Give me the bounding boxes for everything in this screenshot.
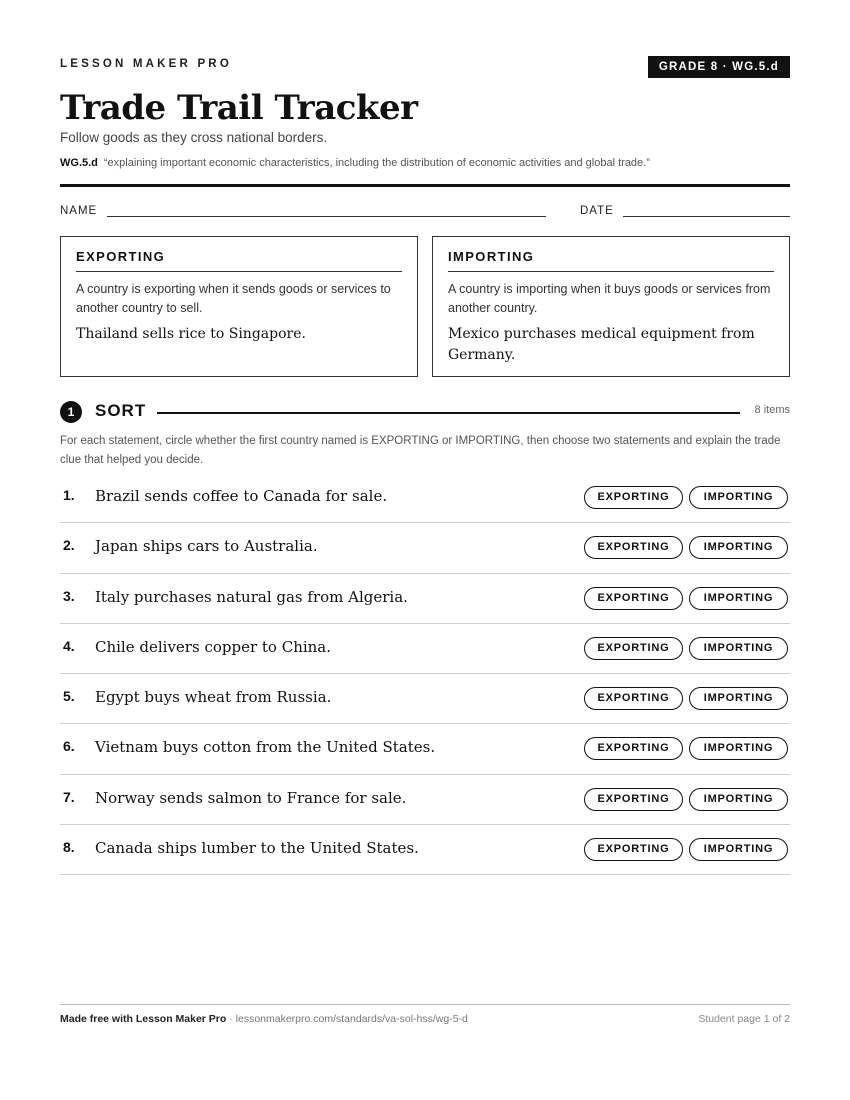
importing-option[interactable]: IMPORTING	[689, 637, 788, 660]
list-item	[60, 624, 790, 674]
list-item	[60, 473, 790, 523]
standard-code: WG.5.d	[60, 157, 98, 169]
importing-option[interactable]: IMPORTING	[689, 788, 788, 811]
exporting-option[interactable]: EXPORTING	[584, 587, 683, 610]
name-date-row	[60, 205, 790, 219]
brand-name: LESSON MAKER PRO	[60, 58, 232, 70]
item-number: 8.	[63, 839, 75, 856]
definition-text: A country is exporting when it sends goods or services to another country to sell.	[76, 282, 391, 315]
item-number: 4.	[63, 637, 75, 654]
importing-option[interactable]: IMPORTING	[689, 536, 788, 559]
item-number: 6.	[63, 738, 75, 755]
section-instructions: For each statement, circle whether the first country named is EXPORTING or IMPORTING, then choose two statements and explain the trade clue that helped you decide.	[60, 435, 781, 466]
date-field[interactable]	[623, 216, 790, 217]
item-statement: Brazil sends coffee to Canada for sale.	[95, 487, 388, 505]
importing-option[interactable]: IMPORTING	[689, 838, 788, 861]
exporting-definition-box	[60, 236, 418, 377]
definition-heading: EXPORTING	[76, 249, 402, 272]
page-footer	[60, 1004, 790, 1025]
item-number: 2.	[63, 537, 75, 554]
item-statement: Norway sends salmon to France for sale.	[95, 788, 407, 807]
date-label: DATE	[580, 205, 614, 217]
importing-option[interactable]: IMPORTING	[689, 486, 788, 509]
item-number: 5.	[63, 688, 75, 705]
statement-list	[60, 473, 790, 875]
list-item	[60, 574, 790, 624]
exporting-option[interactable]: EXPORTING	[584, 536, 683, 559]
item-statement: Chile delivers copper to China.	[95, 637, 332, 656]
definition-example: Mexico purchases medical equipment from Germany.	[448, 326, 755, 363]
importing-option[interactable]: IMPORTING	[689, 737, 788, 760]
section-number-badge: 1	[60, 401, 82, 423]
definition-heading: IMPORTING	[448, 249, 774, 272]
list-item	[60, 825, 790, 875]
footer-url: · lessonmakerpro.com/standards/va-sol-hss/wg-5-d	[226, 1013, 468, 1025]
name-label: NAME	[60, 205, 98, 217]
list-item	[60, 775, 790, 825]
grade-badge: GRADE 8 · WG.5.d	[648, 56, 790, 78]
item-statement: Vietnam buys cotton from the United States.	[95, 738, 436, 757]
standard-line	[60, 157, 650, 169]
item-number: 7.	[63, 788, 75, 805]
header-divider	[60, 184, 790, 187]
importing-definition-box	[432, 236, 790, 377]
section-rule	[157, 412, 740, 414]
importing-option[interactable]: IMPORTING	[689, 587, 788, 610]
top-bar	[60, 56, 790, 80]
item-statement: Italy purchases natural gas from Algeria.	[95, 587, 408, 606]
definition-text: A country is importing when it buys goods or services from another country.	[448, 282, 771, 315]
standard-text: “explaining important economic characteristics, including the distribution of economic activities and global trade.”	[103, 157, 650, 169]
exporting-option[interactable]: EXPORTING	[584, 788, 683, 811]
exporting-option[interactable]: EXPORTING	[584, 737, 683, 760]
definition-example: Thailand sells rice to Singapore.	[76, 326, 306, 342]
item-number: 1.	[63, 487, 75, 503]
item-statement: Japan ships cars to Australia.	[95, 537, 318, 556]
list-item	[60, 523, 790, 573]
importing-option[interactable]: IMPORTING	[689, 687, 788, 710]
item-count: 8 items	[754, 404, 790, 416]
footer-page-number: Student page 1 of 2	[698, 1013, 790, 1025]
footer-credit: Made free with Lesson Maker Pro	[60, 1013, 227, 1025]
exporting-option[interactable]: EXPORTING	[584, 687, 683, 710]
page-title: Trade Trail Tracker	[60, 88, 418, 128]
item-number: 3.	[63, 587, 75, 604]
exporting-option[interactable]: EXPORTING	[584, 637, 683, 660]
sort-section-header	[60, 400, 790, 422]
item-statement: Canada ships lumber to the United States.	[95, 839, 419, 858]
list-item	[60, 724, 790, 774]
list-item	[60, 674, 790, 724]
section-title: SORT	[95, 401, 147, 420]
item-statement: Egypt buys wheat from Russia.	[95, 688, 332, 707]
exporting-option[interactable]: EXPORTING	[584, 486, 683, 509]
page-subtitle: Follow goods as they cross national borders.	[60, 130, 328, 145]
exporting-option[interactable]: EXPORTING	[584, 838, 683, 861]
name-field[interactable]	[107, 216, 546, 217]
